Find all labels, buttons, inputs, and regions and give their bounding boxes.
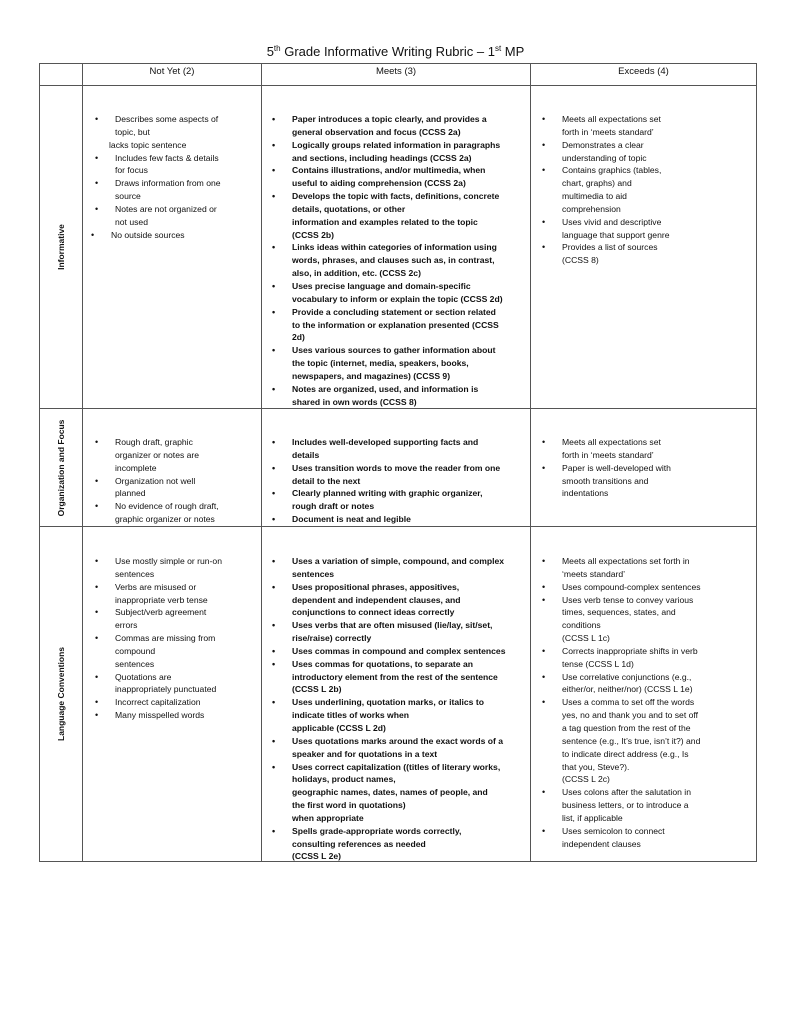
criterion-line: • Meets all expectations set <box>562 437 661 447</box>
criterion-line: multimedia to aid <box>562 191 627 202</box>
criterion-line: • Provide a concluding statement or section related <box>292 306 496 317</box>
criterion-line: errors <box>115 620 138 631</box>
criterion-line: conditions <box>562 620 601 631</box>
rubric-criterion <box>540 555 755 581</box>
criterion-line: • Logically groups related information in paragraphs <box>292 139 501 150</box>
criterion-line: • Links ideas within categories of information using <box>292 242 497 253</box>
rubric-criterion <box>93 113 261 139</box>
rubric-criterion <box>93 177 261 203</box>
criterion-line: organizer or notes are <box>115 449 200 460</box>
criterion-line: consulting references as needed <box>292 838 426 849</box>
criterion-line: list, if applicable <box>562 812 623 823</box>
criterion-line: • Uses verb tense to convey various <box>562 594 694 605</box>
criterion-line: rough draft or notes <box>292 501 375 512</box>
rubric-criterion <box>270 761 530 825</box>
rubric-criterion <box>93 475 261 501</box>
criterion-line: inappropriate verb tense <box>115 594 208 605</box>
rubric-criterion <box>270 113 530 139</box>
criterion-line: • Many misspelled words <box>115 710 205 721</box>
criterion-line: understanding of topic <box>562 152 647 163</box>
rubric-criterion <box>93 581 261 607</box>
criterion-line: • No evidence of rough draft, <box>115 501 219 512</box>
criterion-line: • Includes well-developed supporting facts and <box>292 437 479 447</box>
criterion-line: • Uses transition words to move the reader from one <box>292 462 501 473</box>
criterion-line: • Uses propositional phrases, appositives, <box>292 581 460 592</box>
rubric-criterion <box>93 606 261 632</box>
criterion-line: words, phrases, and clauses such as, in contrast, <box>292 255 495 266</box>
criterion-line: • Uses underlining, quotation marks, or italics to <box>292 697 484 708</box>
cell-informative-exceeds <box>540 113 755 267</box>
row-label-informative: Informative <box>56 224 66 270</box>
criterion-line: yes, no and thank you and to set off <box>562 710 699 721</box>
rubric-criterion <box>270 487 530 513</box>
rubric-criterion <box>270 241 530 280</box>
criterion-line: forth in ‘meets standard’ <box>562 126 654 137</box>
rubric-criterion <box>540 671 755 697</box>
criterion-line: conjunctions to connect ideas correctly <box>292 607 455 618</box>
rubric-criterion <box>270 581 530 620</box>
cell-organization-exceeds <box>540 436 755 500</box>
criterion-line: • Uses a comma to set off the words <box>562 697 695 708</box>
criterion-line: • Describes some aspects of <box>115 114 219 124</box>
rubric-criterion <box>270 164 530 190</box>
criterion-line: • Rough draft, graphic <box>115 437 193 447</box>
criterion-line: • Uses quotations marks around the exact words of a <box>292 735 504 746</box>
criterion-line: (CCSS L 2e) <box>292 851 342 862</box>
criterion-line: to indicate direct address (e.g., Is <box>562 748 689 759</box>
criterion-line: useful to aiding comprehension (CCSS 2a) <box>292 178 466 189</box>
criterion-line: (CCSS L 1c) <box>562 633 610 644</box>
cell-organization-not-yet <box>93 436 261 526</box>
cell-conventions-not-yet <box>93 555 261 722</box>
column-header-exceeds: Exceeds (4) <box>618 66 669 77</box>
criterion-line: • Paper introduces a topic clearly, and provides a <box>292 114 487 124</box>
criterion-line: • Organization not well <box>115 475 196 486</box>
criterion-line: ‘meets standard’ <box>562 568 626 579</box>
criterion-continuation: lacks topic sentence <box>109 139 187 150</box>
rubric-criterion <box>270 645 530 658</box>
criterion-line: • Provides a list of sources <box>562 242 658 253</box>
criterion-line: • Uses verbs that are often misused (lie/lay, sit/set, <box>292 620 493 631</box>
criterion-line: language that support genre <box>562 229 670 240</box>
rubric-criterion <box>540 139 755 165</box>
row-divider <box>40 85 756 86</box>
criterion-line: • Subject/verb agreement <box>115 607 207 618</box>
criterion-line: • Uses a variation of simple, compound, and complex <box>292 556 505 566</box>
criterion-line: smooth transitions and <box>562 475 649 486</box>
criterion-line: • Uses colons after the salutation in <box>562 787 691 798</box>
criterion-line: • Corrects inappropriate shifts in verb <box>562 645 698 656</box>
criterion-line: planned <box>115 488 146 499</box>
criterion-line: the first word in quotations) <box>292 800 406 811</box>
criterion-line: that you, Steve?). <box>562 761 630 772</box>
criterion-line: rise/raise) correctly <box>292 633 372 644</box>
criterion-line: indicate titles of works when <box>292 710 409 721</box>
rubric-criterion <box>540 594 755 645</box>
criterion-line: detail to the next <box>292 475 361 486</box>
rubric-criterion <box>93 632 261 671</box>
criterion-line: • No outside sources <box>111 229 185 240</box>
row-divider <box>40 526 756 527</box>
rubric-criterion <box>270 462 530 488</box>
rubric-criterion <box>270 825 530 864</box>
rubric-criterion <box>540 113 755 139</box>
criterion-line: sentences <box>115 658 155 669</box>
criterion-line: tense (CCSS L 1d) <box>562 658 634 669</box>
criterion-line: and sections, including headings (CCSS 2a) <box>292 152 472 163</box>
criterion-line: dependent and independent clauses, and <box>292 594 461 605</box>
rubric-criterion <box>270 306 530 345</box>
criterion-line: • Notes are not organized or <box>115 203 217 214</box>
rubric-criterion <box>270 280 530 306</box>
criterion-line: topic, but <box>115 126 150 137</box>
criterion-line: • Clearly planned writing with graphic organizer, <box>292 488 483 499</box>
criterion-line: • Uses various sources to gather information about <box>292 345 496 356</box>
rubric-criterion <box>270 436 530 462</box>
page-title: 5th Grade Informative Writing Rubric – 1st MP <box>266 44 525 59</box>
criterion-line: general observation and focus (CCSS 2a) <box>292 126 461 137</box>
rubric-criterion <box>540 462 755 501</box>
rubric-criterion <box>540 241 755 267</box>
rubric-criterion <box>540 696 755 786</box>
rubric-criterion <box>270 383 530 409</box>
row-label-organization: Organization and Focus <box>56 419 66 516</box>
criterion-line: • Develops the topic with facts, definitions, concrete <box>292 191 500 202</box>
column-divider <box>82 64 83 861</box>
criterion-line: • Spells grade-appropriate words correctly, <box>292 825 462 836</box>
criterion-line: • Demonstrates a clear <box>562 139 644 150</box>
criterion-line: • Uses compound-complex sentences <box>562 581 701 592</box>
criterion-line: geographic names, dates, names of people, and <box>292 787 488 798</box>
criterion-line: (CCSS L 2b) <box>292 684 342 695</box>
criterion-line: • Use mostly simple or run-on <box>115 556 222 566</box>
rubric-criterion <box>93 696 261 709</box>
criterion-line: 2d) <box>292 332 305 343</box>
criterion-line: vocabulary to inform or explain the topic (CCSS 2d) <box>292 293 503 304</box>
rubric-criterion <box>93 709 261 722</box>
criterion-line: introductory element from the rest of the sentence <box>292 671 498 682</box>
criterion-line: either/or, neither/nor) (CCSS L 1e) <box>562 684 693 695</box>
criterion-line: a tag question from the rest of the <box>562 722 691 733</box>
cell-organization-meets <box>270 436 530 526</box>
rubric-criterion <box>540 581 755 594</box>
rubric-criterion <box>93 203 261 229</box>
criterion-line: • Uses semicolon to connect <box>562 825 665 836</box>
criterion-line: to the information or explanation presented (CCSS <box>292 319 499 330</box>
criterion-line: • Contains illustrations, and/or multimedia, when <box>292 165 486 176</box>
criterion-line: • Incorrect capitalization <box>115 697 201 708</box>
rubric-criterion <box>540 825 755 851</box>
criterion-line: • Notes are organized, used, and information is <box>292 383 479 394</box>
criterion-line: applicable (CCSS L 2d) <box>292 722 386 733</box>
cell-informative-not-yet <box>93 113 261 241</box>
criterion-line: (CCSS 8) <box>562 255 599 266</box>
criterion-line: forth in ‘meets standard’ <box>562 449 654 460</box>
criterion-line: for focus <box>115 165 148 176</box>
criterion-line: graphic organizer or notes <box>115 514 215 525</box>
rubric-criterion <box>540 645 755 671</box>
criterion-line: business letters, or to introduce a <box>562 800 689 811</box>
criterion-line: • Document is neat and legible <box>292 514 411 525</box>
criterion-line: • Meets all expectations set <box>562 114 661 124</box>
criterion-line: indentations <box>562 488 609 499</box>
rubric-criterion <box>270 619 530 645</box>
rubric-criterion <box>540 436 755 462</box>
rubric-criterion <box>93 555 261 581</box>
criterion-line: sentence (e.g., It’s true, isn’t it?) and <box>562 735 701 746</box>
criterion-line: • Uses commas in compound and complex sentences <box>292 645 506 656</box>
criterion-line: when appropriate <box>292 812 364 823</box>
cell-conventions-exceeds <box>540 555 755 850</box>
criterion-line: • Uses vivid and descriptive <box>562 216 662 227</box>
column-header-not-yet: Not Yet (2) <box>149 66 195 77</box>
criterion-line: sentences <box>292 568 335 579</box>
rubric-criterion <box>540 216 755 242</box>
rubric-criterion <box>270 658 530 697</box>
rubric-criterion <box>270 735 530 761</box>
criterion-line: speaker and for quotations in a text <box>292 748 438 759</box>
criterion-line: newspapers, and magazines) (CCSS 9) <box>292 370 451 381</box>
criterion-line: (CCSS L 2c) <box>562 774 610 785</box>
criterion-line: independent clauses <box>562 838 641 849</box>
criterion-line: • Uses commas for quotations, to separate an <box>292 658 473 669</box>
criterion-line: • Commas are missing from <box>115 633 216 644</box>
rubric-criterion <box>270 190 530 241</box>
rubric-criterion <box>93 436 261 475</box>
rubric-table <box>39 63 757 862</box>
rubric-criterion <box>93 152 261 178</box>
rubric-criterion <box>540 164 755 215</box>
criterion-line: holidays, product names, <box>292 774 396 785</box>
criterion-line: • Uses precise language and domain-specific <box>292 280 471 291</box>
criterion-line: details <box>292 449 320 460</box>
criterion-line: also, in addition, etc. (CCSS 2c) <box>292 268 421 279</box>
criterion-line: comprehension <box>562 203 621 214</box>
criterion-line: • Use correlative conjunctions (e.g., <box>562 671 692 682</box>
criterion-line: the topic (internet, media, speakers, books, <box>292 358 469 369</box>
criterion-line: • Verbs are misused or <box>115 581 197 592</box>
rubric-criterion <box>270 139 530 165</box>
rubric-criterion <box>540 786 755 825</box>
criterion-line: chart, graphs) and <box>562 178 632 189</box>
criterion-line: times, sequences, states, and <box>562 607 676 618</box>
criterion-line: sentences <box>115 568 155 579</box>
criterion-line: compound <box>115 645 156 656</box>
rubric-criterion <box>270 696 530 735</box>
criterion-line: (CCSS 2b) <box>292 229 335 240</box>
criterion-line: • Draws information from one <box>115 178 221 189</box>
rubric-criterion <box>270 555 530 581</box>
criterion-line: information and examples related to the topic <box>292 216 478 227</box>
cell-conventions-meets <box>270 555 530 863</box>
criterion-line: • Uses correct capitalization ((titles of literary works, <box>292 761 501 772</box>
rubric-criterion <box>89 229 257 242</box>
rubric-criterion <box>270 513 530 526</box>
column-divider <box>530 64 531 861</box>
column-divider <box>261 64 262 861</box>
criterion-line: shared in own words (CCSS 8) <box>292 396 417 407</box>
criterion-line: incomplete <box>115 462 157 473</box>
criterion-line: • Quotations are <box>115 671 172 682</box>
column-header-meets: Meets (3) <box>375 66 417 77</box>
criterion-line: • Contains graphics (tables, <box>562 165 662 176</box>
rubric-criterion <box>270 344 530 383</box>
criterion-line: • Includes few facts & details <box>115 152 219 163</box>
criterion-line: • Meets all expectations set forth in <box>562 556 690 566</box>
cell-informative-meets <box>270 113 530 408</box>
criterion-line: • Paper is well-developed with <box>562 462 671 473</box>
criterion-line: inappropriately punctuated <box>115 684 217 695</box>
row-label-conventions: Language Conventions <box>56 647 66 741</box>
rubric-criterion <box>93 500 261 526</box>
rubric-criterion <box>93 671 261 697</box>
criterion-line: source <box>115 191 141 202</box>
criterion-line: details, quotations, or other <box>292 203 406 214</box>
criterion-line: not used <box>115 216 148 227</box>
